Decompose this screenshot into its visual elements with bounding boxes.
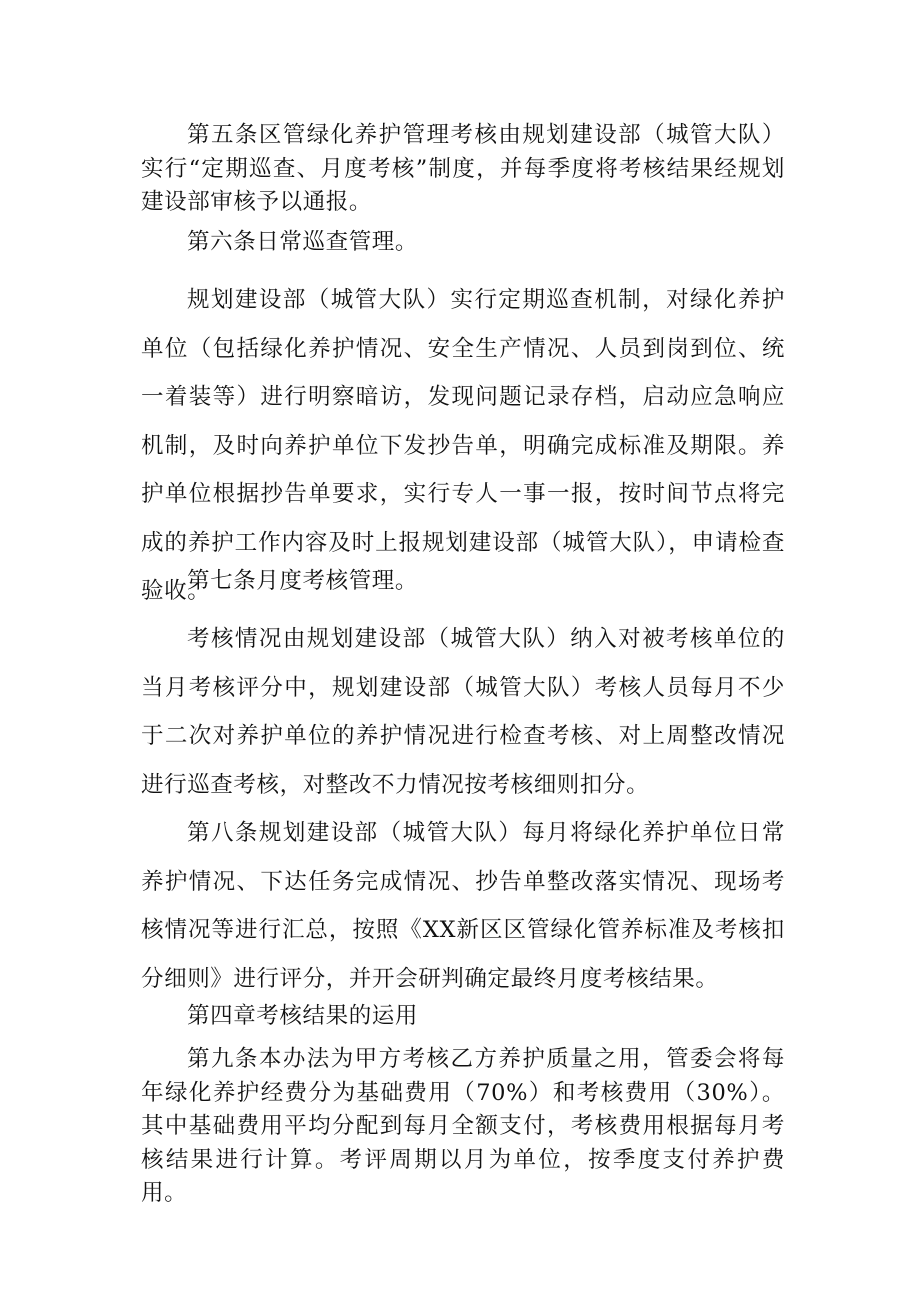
article-5-paragraph: 第五条区管绿化养护管理考核由规划建设部（城管大队）实行“定期巡查、月度考核”制度，并每季度将考核结果经规划建设部审核予以通报。 [141, 122, 785, 215]
article-6-heading: 第六条日常巡查管理。 [187, 229, 419, 255]
article-7-body: 考核情况由规划建设部（城管大队）纳入对被考核单位的当月考核评分中，规划建设部（城管大队）考核人员每月不少于二次对养护单位的养护情况进行检查考核、对上周整改情况进行巡查考核，对整改不力情况按考核细则扣分。 [141, 626, 785, 798]
chapter-4-heading: 第四章考核结果的运用 [187, 1003, 419, 1029]
article-7-heading: 第七条月度考核管理。 [187, 568, 419, 594]
article-8-paragraph: 第八条规划建设部（城管大队）每月将绿化养护单位日常养护情况、下达任务完成情况、抄告单整改落实情况、现场考核情况等进行汇总，按照《XX新区区管绿化管养标准及考核扣分细则》进行评分，并开会研判确定最终月度考核结果。 [141, 820, 785, 992]
article-6-body: 规划建设部（城管大队）实行定期巡查机制，对绿化养护单位（包括绿化养护情况、安全生产情况、人员到岗到位、统一着装等）进行明察暗访，发现问题记录存档，启动应急响应机制，及时向养护单位下发抄告单，明确完成标准及期限。养护单位根据抄告单要求，实行专人一事一报，按时间节点将完成的养护工作内容及时上报规划建设部（城管大队），申请检查验收。 [141, 287, 785, 604]
article-9-paragraph: 第九条本办法为甲方考核乙方养护质量之用，管委会将每年绿化养护经费分为基础费用（70%）和考核费用（30%）。其中基础费用平均分配到每月全额支付，考核费用根据每月考核结果进行计算。考评周期以月为单位，按季度支付养护费用。 [141, 1046, 785, 1206]
